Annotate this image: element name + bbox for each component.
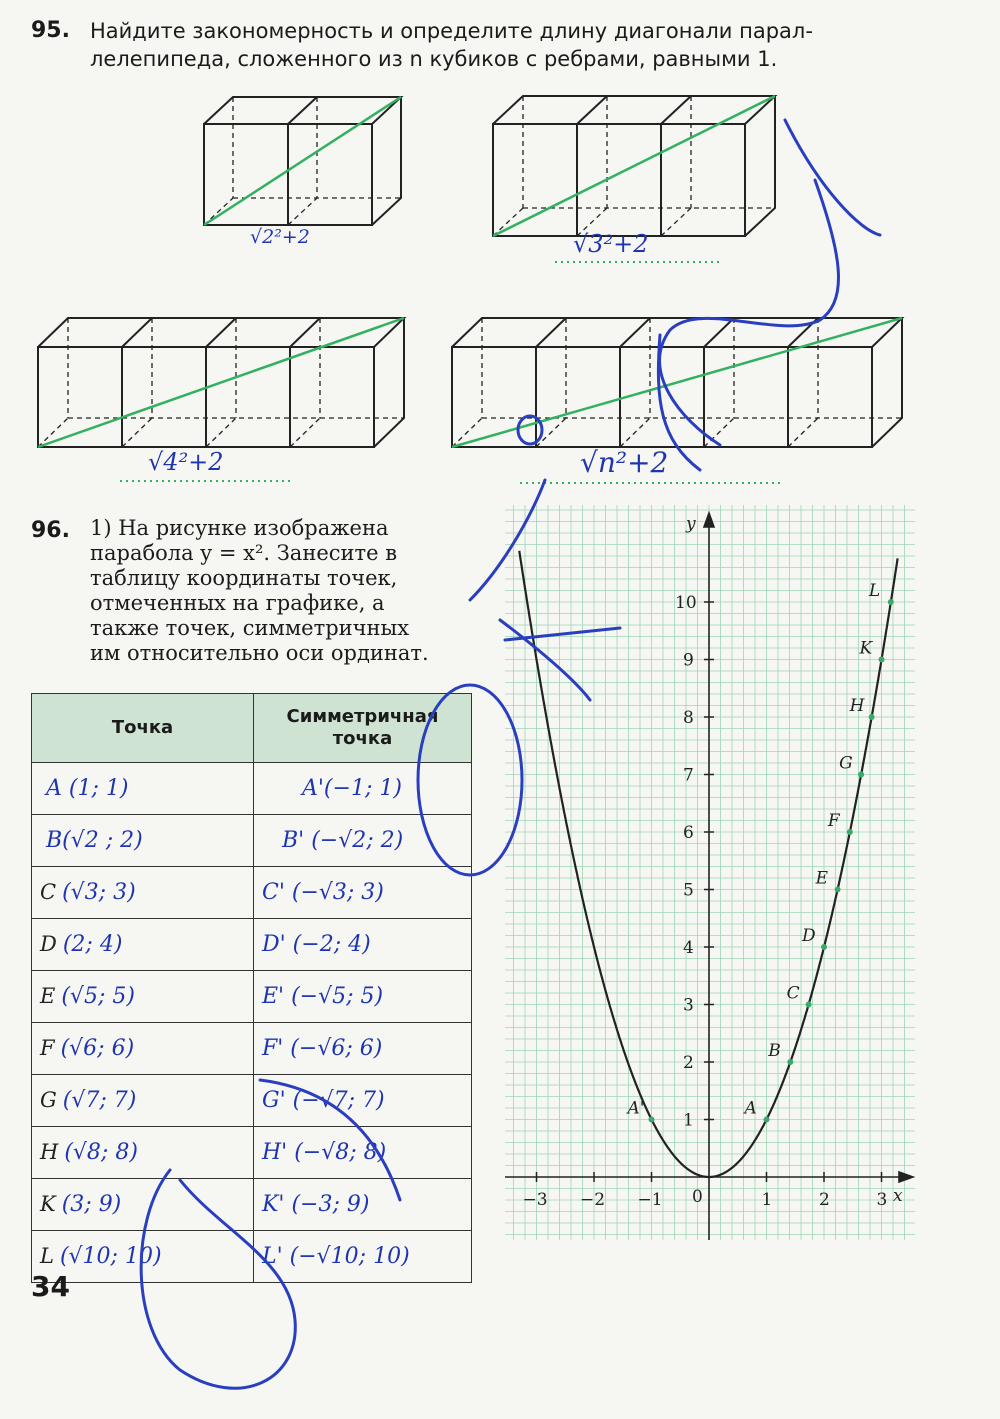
scribble (518, 416, 542, 444)
point-value: (√3; 3) (62, 880, 136, 905)
point-value: (√7; 7) (62, 1088, 137, 1113)
point-label: L (868, 581, 881, 601)
point-letter: L (40, 1244, 54, 1268)
point-value: B(√2 ; 2) (46, 828, 143, 853)
point-label: G (839, 753, 853, 774)
symmetric-value: A'(−1; 1) (302, 776, 402, 801)
x-tick-label: 3 (876, 1190, 888, 1210)
point-letter: D (40, 932, 57, 956)
symmetric-value: G' (−√7; 7) (262, 1088, 385, 1113)
caption-n2: √2²+2 (250, 226, 310, 248)
task-96-line: таблицу координаты точек, (90, 566, 398, 590)
y-tick-label: 4 (683, 938, 694, 958)
task-95-number: 95. (31, 18, 70, 43)
point-value: A (1; 1) (46, 776, 129, 801)
point-value: (√5; 5) (61, 984, 135, 1009)
task-96-line: парабола y = x². Занесите в (90, 541, 398, 565)
y-tick-label: 6 (683, 823, 694, 843)
symmetric-value: K' (−3; 9) (262, 1192, 370, 1217)
y-axis-label: y (686, 514, 696, 534)
y-tick-label: 3 (683, 995, 694, 1016)
scribble (141, 1170, 295, 1388)
point-label: D (802, 926, 816, 946)
scribble (785, 120, 880, 235)
point-value: (√10; 10) (59, 1244, 162, 1269)
scribble (418, 685, 522, 875)
x-tick-label: −2 (580, 1190, 606, 1210)
y-tick-label: 1 (683, 1110, 694, 1131)
y-tick-label: 10 (675, 593, 697, 613)
page-number: 34 (31, 1270, 70, 1303)
point-letter: F (40, 1036, 55, 1060)
symmetric-value: F' (−√6; 6) (262, 1036, 383, 1061)
symmetric-value: L' (−√10; 10) (262, 1244, 410, 1269)
point-value: (√8; 8) (64, 1140, 138, 1165)
point-letter: G (40, 1088, 57, 1112)
point-value: (3; 9) (61, 1192, 122, 1217)
x-tick-label: −3 (522, 1190, 548, 1210)
symmetric-value: H' (−√8; 8) (262, 1140, 387, 1165)
task-95-line2: лелепипеда, сложенного из n кубиков с ребрами, равными 1. (90, 47, 778, 71)
point-label: A (744, 1098, 757, 1119)
y-tick-label: 8 (683, 708, 694, 728)
symmetric-value: B' (−√2; 2) (282, 828, 404, 853)
symmetric-value: D' (−2; 4) (262, 932, 371, 957)
y-tick-label: 7 (683, 765, 694, 786)
x-tick-label: −1 (637, 1190, 663, 1210)
x-tick-label: 2 (819, 1190, 830, 1210)
x-axis-label: x (893, 1186, 903, 1206)
symmetric-value: C' (−√3; 3) (262, 880, 384, 905)
scribble (260, 1080, 400, 1200)
task-96-line: 1) На рисунке изображена (90, 516, 389, 540)
point-label: H (849, 696, 865, 716)
header-point: Точка (32, 694, 254, 763)
point-value: (√6; 6) (60, 1036, 135, 1061)
point-label: E (815, 868, 828, 889)
caption-n3: √3²+2 (573, 230, 649, 258)
y-tick-label: 5 (683, 880, 694, 901)
point-label: C (786, 983, 800, 1004)
x-tick-label: 1 (761, 1190, 773, 1210)
task-95-line1: Найдите закономерность и определите длину диагонали парал- (90, 19, 813, 43)
origin-label: 0 (692, 1187, 703, 1207)
scribble (470, 480, 545, 600)
task-96-line: также точек, симметричных (90, 616, 410, 640)
y-tick-label: 2 (683, 1053, 694, 1073)
y-tick-label: 9 (683, 650, 694, 671)
point-letter: C (40, 880, 57, 904)
point-label: A' (627, 1098, 645, 1119)
point-label: F (827, 811, 840, 831)
caption-n4: √4²+2 (148, 448, 224, 476)
scribble (660, 180, 839, 445)
task-96-line: отмеченных на графике, а (90, 591, 385, 615)
header-symmetric: Симметричная точка (254, 694, 472, 763)
scribble (505, 628, 620, 640)
point-label: B (768, 1041, 781, 1061)
task-96-number: 96. (31, 518, 70, 543)
symmetric-value: E' (−√5; 5) (262, 984, 384, 1009)
point-label: K (859, 638, 873, 659)
point-letter: K (40, 1192, 56, 1216)
caption-n: √n²+2 (580, 446, 669, 479)
point-value: (2; 4) (62, 932, 123, 957)
point-letter: E (40, 984, 56, 1008)
scribble (658, 335, 700, 470)
point-letter: H (40, 1140, 59, 1164)
task-96-line: им относительно оси ординат. (90, 641, 429, 665)
